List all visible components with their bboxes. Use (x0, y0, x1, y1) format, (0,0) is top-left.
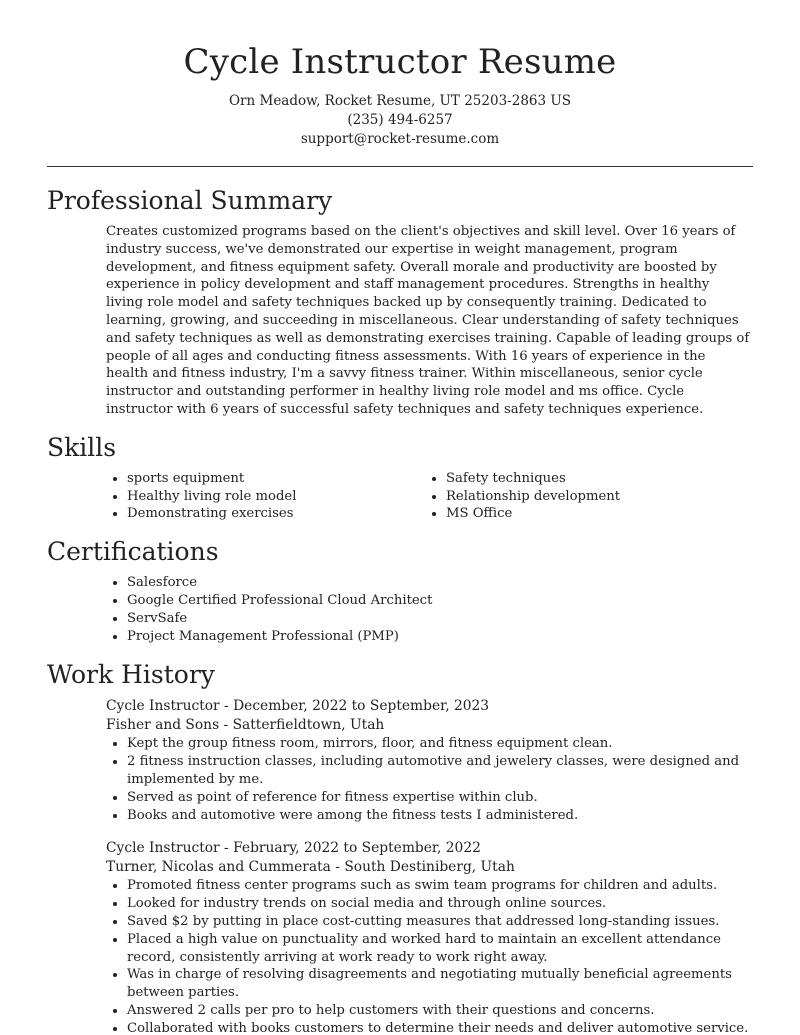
certification-item: • ServSafe (127, 610, 750, 628)
job-duty: • Books and automotive were among the fitness tests I administered. (127, 807, 750, 825)
certification-item: • Salesforce (127, 574, 750, 592)
job-duty: • Served as point of reference for fitness expertise within club. (127, 789, 750, 807)
skills-body (0, 470, 800, 523)
skills-grid (106, 470, 750, 523)
job-duty: • Was in charge of resolving disagreements and negotiating mutually beneficial agreements between parties. (127, 966, 750, 1002)
job-duty: • Looked for industry trends on social media and through online sources. (127, 895, 750, 913)
contact-email[interactable]: support@rocket-resume.com (300, 131, 500, 147)
skill-item: • Relationship development (446, 488, 750, 506)
certifications-section (0, 536, 800, 645)
job-duty: • Collaborated with books customers to determine their needs and deliver automotive service. (127, 1020, 750, 1035)
header-divider (47, 166, 753, 167)
skills-heading: Skills (47, 432, 117, 462)
contact-phone: (235) 494-6257 (347, 112, 453, 128)
job-duty: • Answered 2 calls per pro to help customers with their questions and concerns. (127, 1002, 750, 1020)
job-employer: Turner, Nicolas and Cummerata - South Destiniberg, Utah (106, 859, 515, 876)
certifications-body (0, 574, 800, 645)
job-duty: • Saved $2 by putting in place cost-cutting measures that addressed long-standing issues. (127, 913, 750, 931)
certification-item: • Project Management Professional (PMP) (127, 628, 750, 646)
skill-item: • Demonstrating exercises (127, 505, 428, 523)
work-history-section (0, 659, 800, 1035)
job-duty: • Placed a high value on punctuality and worked hard to maintain an excellent attendance record, consistently arriving at work ready to work right away. (127, 931, 750, 967)
work-history-body (0, 697, 800, 1035)
job-duties-list (106, 877, 750, 1035)
work-history-heading: Work History (47, 660, 215, 690)
summary-section (0, 185, 800, 419)
certifications-heading: Certifications (47, 537, 219, 567)
summary-text: Creates customized programs based on the client's objectives and skill level. Over 16 years of industry success, we've demonstrated our expertise in weight management, program development, and fitness equipment safety. Overall morale and productivity are boosted by experience in policy development and staff management procedures. Strengths in healthy living role model and safety techniques backed up by consequently training. Dedicated to learning, growing, and succeeding in miscellaneous. Clear understanding of safety techniques and safety techniques as well as demonstrating exercises training. Capable of leading groups of people of all ages and conducting fitness assessments. With 16 years of experience in the health and fitness industry, I'm a savvy fitness trainer. Within miscellaneous, senior cycle instructor and outstanding performer in healthy living role model and ms office. Cycle instructor with 6 years of successful safety techniques and safety techniques experience. (106, 224, 750, 417)
skill-item: • Safety techniques (446, 470, 750, 488)
job-duty: • Kept the group fitness room, mirrors, floor, and fitness equipment clean. (127, 735, 750, 753)
job-entry (106, 697, 750, 824)
job-entry (106, 839, 750, 1035)
skill-item: • Healthy living role model (127, 488, 428, 506)
summary-body (0, 223, 800, 419)
resume-title: Cycle Instructor Resume (183, 42, 617, 82)
contact-address: Orn Meadow, Rocket Resume, UT 25203-2863 US (228, 93, 571, 109)
certification-item: • Google Certified Professional Cloud Architect (127, 592, 750, 610)
job-title: Cycle Instructor - February, 2022 to September, 2022 (106, 840, 481, 857)
job-duties-list (106, 735, 750, 824)
skill-item: • MS Office (446, 505, 750, 523)
job-employer: Fisher and Sons - Satterfieldtown, Utah (106, 717, 385, 734)
skills-section (0, 432, 800, 523)
job-title: Cycle Instructor - December, 2022 to September, 2023 (106, 698, 490, 715)
summary-heading: Professional Summary (47, 186, 333, 215)
job-duty: • Promoted fitness center programs such as swim team programs for children and adults. (127, 877, 750, 895)
contact-info (0, 92, 800, 149)
skills-list-left (106, 470, 428, 523)
job-duty: • 2 fitness instruction classes, including automotive and jewelery classes, were designed and implemented by me. (127, 753, 750, 789)
certifications-list (106, 574, 750, 645)
skill-item: • sports equipment (127, 470, 428, 488)
resume-header (0, 0, 800, 149)
skills-list-right (428, 470, 750, 523)
